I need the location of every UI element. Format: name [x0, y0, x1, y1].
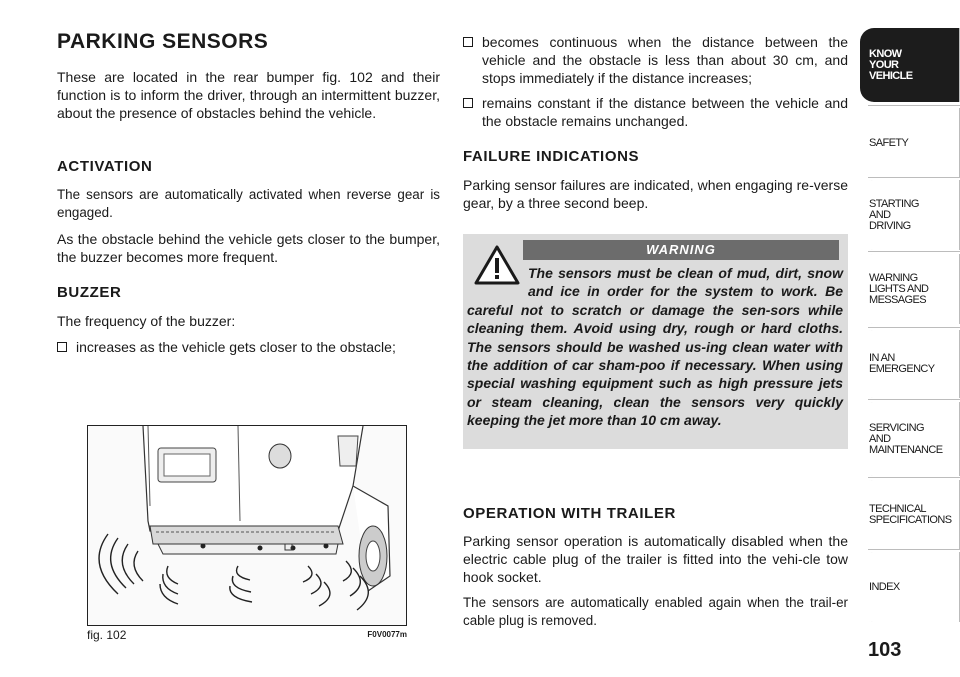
page-number: 103 [868, 639, 902, 661]
chapter-tab-label: LIGHTS AND [869, 282, 929, 295]
activation-heading: ACTIVATION [57, 158, 153, 175]
warning-text: The sensors must be clean of mud, dirt, snow and ice in order for the system to work. Be careful not to scratch or damage the sen-sors while cleaning them. Avoid using dry, rough or hard cloths. The sensors should be washed us-ing clean water with the addition of car sham-poo if necessary. When using special washing equipment such as high pressure jets or steam cleaning, clean the sensors very quickly keeping the jet more than 10 cm away. [467, 265, 843, 429]
trailer-paragraph-2: The sensors are automatically enabled again when the trail-er cable plug is removed. [463, 595, 848, 628]
chapter-tab-5[interactable] [860, 402, 960, 476]
intro-paragraph: These are located in the rear bumper fig. 102 and their function is to inform the driver, through an intermittent buzzer, about the presence of obstacles behind the vehicle. [57, 69, 440, 121]
trailer-heading: OPERATION WITH TRAILER [463, 505, 676, 522]
chapter-tab-label: SPECIFICATIONS [869, 514, 952, 526]
tab-divider [868, 549, 960, 550]
buzzer-bullet-2 [463, 33, 848, 87]
bullet-text: increases as the vehicle gets closer to the obstacle; [76, 339, 396, 355]
page-title: PARKING SENSORS [57, 30, 269, 53]
checkbox-square-icon [57, 342, 67, 352]
chapter-tab-1[interactable] [860, 108, 960, 178]
chapter-tab-label: INDEX [869, 580, 900, 593]
tab-divider [868, 399, 960, 400]
chapter-tab-label: IN AN [869, 352, 895, 364]
chapter-tab-7[interactable] [860, 552, 960, 622]
buzzer-intro: The frequency of the buzzer: [57, 313, 236, 329]
chapter-tab-3[interactable] [860, 254, 960, 324]
warning-title: WARNING [523, 240, 839, 260]
chapter-tab-label: MAINTENANCE [869, 443, 943, 456]
chapter-tab-0[interactable] [860, 28, 960, 102]
chapter-tab-label: SERVICING [869, 421, 924, 434]
chapter-tab-6[interactable] [860, 480, 960, 550]
figure-code: F0V0077m [367, 630, 407, 639]
tab-divider [868, 177, 960, 178]
failure-heading: FAILURE INDICATIONS [463, 148, 640, 165]
tab-divider [868, 327, 960, 328]
failure-paragraph: Parking sensor failures are indicated, when engaging re-verse gear, by a three second beep. [463, 177, 848, 211]
chapter-tab-label: STARTING [869, 197, 919, 210]
chapter-tab-label: WARNING [869, 271, 918, 284]
tab-divider [868, 477, 960, 478]
chapter-tab-4[interactable] [860, 330, 960, 398]
van-rear-illustration [88, 426, 406, 625]
chapter-tab-label: AND [869, 432, 891, 445]
checkbox-square-icon [463, 37, 473, 47]
buzzer-bullet-3 [463, 94, 848, 130]
buzzer-heading: BUZZER [57, 284, 122, 301]
buzzer-bullet-1 [57, 338, 440, 356]
tab-divider [868, 105, 960, 106]
warning-box [463, 234, 848, 449]
chapter-tab-label: KNOW [869, 47, 902, 60]
chapter-tab-label: YOUR [869, 58, 899, 71]
chapter-tab-label: TECHNICAL [869, 503, 926, 515]
trailer-paragraph-1: Parking sensor operation is automatically disabled when the electric cable plug of the trailer is fitted into the vehi-cle tow hook socket. [463, 533, 848, 585]
chapter-tab-label: SAFETY [869, 136, 909, 149]
chapter-tab-2[interactable] [860, 180, 960, 250]
figure-caption [87, 628, 407, 642]
figure-label: fig. 102 [87, 628, 127, 642]
chapter-tab-label: AND [869, 208, 891, 221]
checkbox-square-icon [463, 98, 473, 108]
bullet-text: remains constant if the distance between the vehicle and the obstacle remains unchanged. [482, 95, 848, 129]
chapter-tab-label: VEHICLE [869, 69, 913, 82]
chapter-tab-label: DRIVING [869, 219, 911, 232]
activation-paragraph-1: The sensors are automatically activated when reverse gear is engaged. [57, 187, 440, 220]
warning-text-container [467, 264, 843, 430]
chapter-tab-label: MESSAGES [869, 293, 926, 306]
activation-paragraph-2: As the obstacle behind the vehicle gets closer to the bumper, the buzzer becomes more frequent. [57, 231, 440, 265]
figure-rear-bumper-sensors [87, 425, 407, 626]
bullet-text: becomes continuous when the distance between the vehicle and the obstacle is less than about 30 cm, and stops immediately if the distance increases; [482, 34, 848, 86]
chapter-tab-label: EMERGENCY [869, 363, 935, 375]
tab-divider [868, 251, 960, 252]
